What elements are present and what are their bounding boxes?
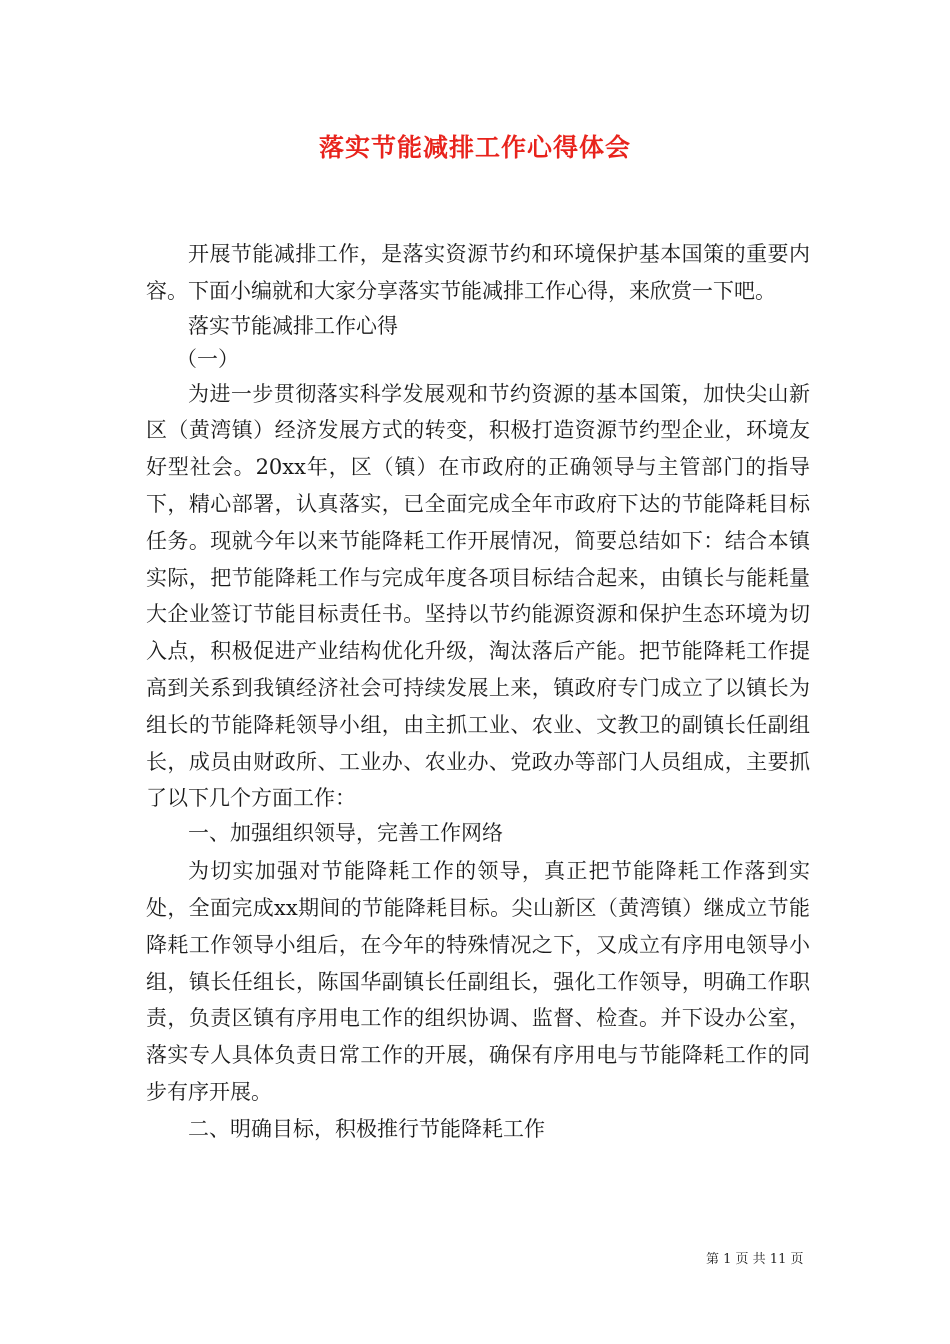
heading-one: 一、加强组织领导，完善工作网络 <box>188 821 503 846</box>
document-title: 落实节能减排工作心得体会 <box>318 133 631 162</box>
body-paragraph-1: 为进一步贯彻落实科学发展观和节约资源的基本国策，加快尖山新区（黄湾镇）经济发展方式的转变，积极打造资源节约型企业，环境友好型社会。20xx年，区（镇）在市政府的正确领导与主管部门的指导下，精心部署，认真落实，已全面完成全年市政府下达的节能降耗目标任务。现就今年以来节能降耗工作开展情况，简要总结如下：结合本镇实际，把节能降耗工作与完成年度各项目标结合起来，由镇长与能耗量大企业签订节能目标责任书。坚持以节约能源资源和保护生态环境为切入点，积极促进产业结构优化升级，淘汰落后产能。把节能降耗工作提高到关系到我镇经济社会可持续发展上来，镇政府专门成立了以镇长为组长的节能降耗领导小组，由主抓工业、农业、文教卫的副镇长任副组长，成员由财政所、工业办、农业办、党政办等部门人员组成，主要抓了以下几个方面工作： <box>146 381 810 811</box>
body-paragraph-2: 为切实加强对节能降耗工作的领导，真正把节能降耗工作落到实处，全面完成xx期间的节能降耗目标。尖山新区（黄湾镇）继成立节能降耗工作领导小组后，在今年的特殊情况之下，又成立有序用电领导小组，镇长任组长，陈国华副镇长任副组长，强化工作领导，明确工作职责，负责区镇有序用电工作的组织协调、监督、检查。并下设办公室，落实专人具体负责日常工作的开展，确保有序用电与节能降耗工作的同步有序开展。 <box>146 859 810 1104</box>
document-body <box>146 236 810 1148</box>
section-heading: 落实节能减排工作心得 <box>188 313 398 338</box>
heading-two: 二、明确目标，积极推行节能降耗工作 <box>188 1116 545 1141</box>
subsection-number: （一） <box>176 346 239 371</box>
page-number-footer: 第 1 页 共 11 页 <box>706 1252 804 1267</box>
intro-paragraph: 开展节能减排工作，是落实资源节约和环境保护基本国策的重要内容。下面小编就和大家分享落实节能减排工作心得，来欣赏一下吧。 <box>146 242 810 303</box>
